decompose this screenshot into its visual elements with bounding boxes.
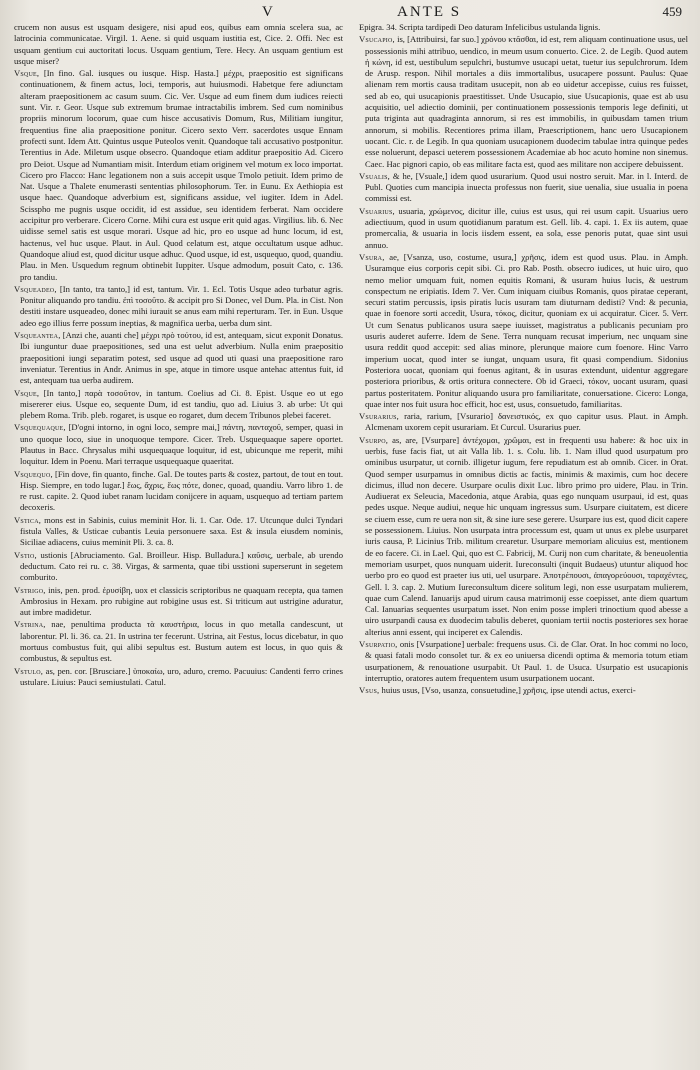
dictionary-entry [14, 469, 343, 514]
dictionary-entry [359, 639, 688, 684]
entry-text: & he, [Vsuale,] idem quod usurarium. Quod usui nostro seruit. Mar. in l. Interd. de Publ. Quoties cum mancipia inuecta professus non fuerit, siue uenalia, siue usualia in poena commissi est. [365, 170, 688, 204]
entry-headword: Vsura, [359, 251, 385, 262]
entry-text: [In tanto,] παρὰ τοσοῦτον, in tantum. Coelius ad Ci. 8. Epist. Usque eo ut ego misererer eius. Usque eo, sequente Dum, id est tandiu, quo ad. Liuius 3. ab urbe: Ut qui plebem Roma. Trib. pleb. rogaret, is usque eo rogaret, dum decem Tribunos plebei faceret. [20, 387, 343, 421]
entry-text: huius usus, [Vso, usanza, consuetudine,] χρῆσις, ipse utendi actus, exerci- [381, 685, 636, 696]
entry-text: [D'ogni intorno, in ogni loco, sempre mai,] πάντη, πανταχοῦ, semper, quasi in uno quoque loco, siue in unoquoque tempore. Cicer. Treb. Usquequaque sapere oportet. Plautus in Bacc. Chrysalus mihi usquequaque loquitur, id est, ubicunque me reperit, mihi loquitur. Idem in Poenu. Mari terraque usquequaque quaeritat. [20, 422, 343, 467]
entry-text: onis [Vsurpatione] uerbale: frequens usus. Ci. de Clar. Orat. In hoc commi no loco, & quasi fatali modo consolet tur. & ex eo uniuersa dicendi optima & memoria totum etiam usurpationem, & renouatione usurpabit. Ut Paul. 1. de Usuca. Usurpatio est usucapionis interruptio, oratores autem frequentem usum usurpationem uocant. [365, 639, 688, 683]
entry-headword: Vsurarius, [359, 411, 400, 422]
dictionary-entry [359, 171, 688, 205]
entry-text: raria, rarium, [Vsurario] δανειστικός, ex quo capitur usus. Plaut. in Amph. Alcmenam uxorem cepit usurariam. Et Curcul. Usurarius puer. [365, 411, 688, 433]
entry-headword: Vsqueantea, [14, 330, 61, 341]
running-title-right: ANTE S [397, 4, 462, 20]
dictionary-entry [359, 34, 688, 170]
dictionary-entry [14, 388, 343, 422]
dictionary-entry [14, 22, 343, 67]
entry-headword: Vsque, [14, 387, 40, 398]
entry-text: [In fino. Gal. iusques ou iusque. Hisp. Hasta.] μέχρι, praepositio est significans continuationem, & finem actus, loci, temporis, aut huiusmodi. Habetque fere adiunctam alteram praepositionem ac casum suum. Cic. Ver. Usque ad eum finem dum iudices reiecti sunt. Vir. r. Geor. Usque sub extremum brumae intractabilis imbrem. Sed cum nominibus propriis minorum locorum, quae cum hisce accusativis Domum, Rus, Militiam iungitur, frequentius fine alia praepositione ponitur. Cicero sexto Verr. sacerdotes usque Ennam profecti sunt. Idem Att. Quintus usque Puteolos venit. Quandoque tali accusativo postponitur. Terentius in Ade. Miletum usque obsecro. Quandoque etiam additur praepositio Ad. Cicero pro Deiot. Usque ad Numantiam misit. Interdum etiam originem vel motum ex loco importat. Cicero pro Flacco: Hanc legationem non a suis accepit usque Tmolo petiuit. Idem primo de Nat. Usque a Thalete enumerasti sententias philosophorum. Ter. in Eunu. Ex Aethiopia est usque haec. Quandoque adverbium est, significans assidue, vel iugiter. Idem in Adel. Scisspho me pugnis usque occidit, id est assidue, seu identidem ferberat. Nam occidere accipitur pro verberare. Cicero Corne. Mihi cura est usque erit quid agas. Virgilius. lib. 6. Nec uidisse semel satis est usque morari. Usque ad hic, pro eo usque ad hunc locum, id est, hactenus, vel huc usque. Plaut. in Aul. Quod celatum est, atque occultatum usque adhuc. Quandoque aliud est, quod dicitur usque adhuc. Quod usque, id est, usquequo, quod, quandiu. Plau. in Men. Usquedum regnum obtinebit Iuppiter. Usque admodum, posuit Cato, c. 136. pro tandiu. [20, 68, 343, 282]
dictionary-entry [359, 411, 688, 434]
text-columns [14, 22, 688, 1064]
entry-headword: Vsque, [14, 68, 40, 79]
dictionary-entry [14, 68, 343, 283]
entry-text: crucem non ausus est usquam desigere, nisi apud eos, quibus eam omnia scelera sua, ac latrocinia communicatae. Virgil. 1. Aene. si quid usquam iustitia est, Cice. 2. Offi. Nec est usquam gentium cui auctoritati locus. Usquam gentium, Tere. Hecy. An usquam gentium est usque miser? [14, 22, 343, 66]
entry-headword: Vsurpatio, [359, 639, 398, 650]
entry-headword: Vsquequaque, [14, 422, 66, 433]
dictionary-entry [359, 252, 688, 410]
dictionary-entry [14, 330, 343, 386]
entry-headword: Vstulo, [14, 665, 44, 676]
entry-headword: Vstio, [14, 549, 37, 560]
dictionary-entry [359, 22, 688, 33]
dictionary-entry [14, 666, 343, 689]
entry-headword: Vsucapio, [359, 34, 395, 45]
entry-text: [In tanto, tra tanto,] id est, tantum. Vir. 1. Ecl. Totis Usque adeo turbatur agris. Ponitur aliquando pro tandiu. ἐπὶ τοσοῦτο. & accipit pro Si Donec, vel Dum. Pla. in Cist. Non destiti instare usqueadeo, donec mihi iurauit se anus eam mihi reperturam. Ter. in Eun. Usque adeo ego illius ferre possum ineptias, & magnifica uerba, uerba dum sint. [20, 283, 343, 328]
entry-headword: Vsualis, [359, 170, 390, 181]
entry-headword: Vstica, [14, 514, 42, 525]
entry-text: usuaria, χρώμενος, dicitur ille, cuius est usus, qui rei usum capit. Usuarius uero adiectiuum, quod in usum quotidianum paratum est. Gell. lib. 4. capi. 1. Ex iis autem, quae promercalia, & usuaria in locis iisdem essent, ea sola, esse penoris putat, quae sint usui annuo. [365, 205, 688, 250]
entry-text: [Anzi che, auanti che] μέχρι πρὸ τούτου, id est, antequam, sicut exponit Donatus. Ibi iunguntur duae praepositiones, sed una est uelut adverbium. Nulla enim praepositio praepositioni iungi separatim potest, sed usque ad quod uti quasi una praepositione raro inveniatur. Terentius in Andr. Animus in spe, atque in timore usque antehac attentus fuit, id est, antequam tua uerba audirem. [20, 330, 343, 386]
entry-text: [Fin dove, fin quanto, finche. Gal. De toutes parts & costez, partout, de tout en tout. Hisp. Siempre, en todo lugar.] ἕως, ἄχρις, ἕως πότε, donec, quoad, quandiu. Varro libro 1. de re rust. capite. 2. Quod iubet ranam lucidam conijcere in aquam, usquequo ad tertiam partem decoxeris. [20, 468, 343, 513]
dictionary-entry [14, 550, 343, 584]
dictionary-entry [14, 585, 343, 619]
entry-text: as, are, [Vsurpare] ἀντέχομαι, χρῶμαι, est in frequenti usu habere: & hoc uix in uerbis, fuse facis fiat, ut ait Valla lib. 1. s. Colu. lib. 1. Nam illud quod usurpatum pro ominibus usurpatur, ut cornib. illigetur iugum, fere repudiatum est ab omnib. Cicer. in Orat. Quod semper usurpamus in omnibus dictis ac factis, minimis & maximis, cum hoc decere dicimus, illud non decere. Usurpare oculis dixit Luc. libro primo pro uidere, Plau. in Trin. Audiuerat ex Seleucia, Macedonia, atque Arabia, quas ego nunquam usurpaui, id est, quas pedes usque. Neque audiui, neque hic unquam ingressus sum. Usurpare ciuitatem, est dicere se ciuem esse, cum re uera non sit, & sine iure sese gerere. Usurpare ius est, quod dicit capere se possessionem. Liuius. Non usurpata intra processum est, quam ut unus ex plebe usurparet iuris causa, P. Licinius Trib. militum crearetur. Usurpare memoriam alicuius est, mentionem de eo facere. Ci. in Lael. Qui, quo est C. Fabricij, M. Curij non cum charitate, & beneuolentia memoriam usurpet, quos nunquam uiderit. Iureconsulti (inquit Budaeus) utuntur aliquod hoc uerbo pro eo quod est praeter ius uti, uel usurpare. Ἀποτρέπουσι, ἀπαγορεύουσι, ταραχέντες, Gell. l. 3. cap. 2. Mutium Iureconsultum dicere solitum legi, non esse usurpatam mulierem, quae cum Calend. Ianuarijs apud uirum causa matrimonij esse coepisset, ante diem quartum Cal. Ianuarias sequentes usurpatum isset. Non enim posse impleri trinoctium quod abesse a uiro usurpandi causa ex duodecim tabulis deberet, quoniam tertii noctis posteriores sex horae alterius anni essent, qui inciperet ex Calendis. [365, 434, 688, 637]
entry-text: ae, [Vsanza, uso, costume, usura,] χρῆσις, idem est quod usus. Plau. in Amph. Usuramque eius corporis cepit sibi. Ci. pro Rab. Posth. obsecro iudices, ut huic uiro, quo nemo melior umquam fuit, nomen equitis Romani, & usuram huius lucis, & uestrum conspectum ne eripiatis. Idem 7. Ver. Cum iniquam ciuibus Romanis, quos piratae ceperant, securi statim percussis, ipsis piratis lucis usuram tam diuturnam dedisti? Vnd: & pecunia, quae in foenore sorti accedit, Usura, τόκος, dicitur, quoniam ex ui acquiratur. Cicer. 5. Verr. Ut cum Senatus publicanos usura saepe iuuisset, magistratus a publicanis pecuniam pro usuris auderet auferre. Idem de Sene. Terra nunquam recusat imperium, nec unquam sine usura reddit quod accepit: sed alias minore, plerunque maiore cum foenore. Hinc Varro imperium uocat, quod inter se iungat, unquam usura, fit quasi compendium. Sidonius Posteriora uocat, quoniam qui foenus agitant, & in usuras extendunt, uidentur aggregare posteriora prioribus, & ortis oritura connectere. Ob id Graeci, τόκον, uocant usuram, quasi partus posteritatem. Ponitur aliquando usura pro familiaritate, conuersatione. Cicero: Longa, quae inter nos fuit usura hoc efficit, hoc est, usus, consuetudo, familiaritas. [365, 251, 688, 409]
entry-text: is, [Attribuirsi, far suo.] χρόνου κτᾶσθαι, id est, rem aliquam continuatione usus, uel possessionis mihi attribuo, uendico, in meum usum conuerto. Cice. 2. de Legib. Quod autem ἠ κώνη, id est, uestibulum sepulchri, bustumve usucapi uetat, tuetur ius sepulchrorum. Idem de Arusp. respon. Nihil mortales a diis immortalibus, usucapere possunt. Paulus: Quae alienam rem mortis causa traditam usucepit, non ab eo uidetur accepisse, cuius res fuisset, sed ab eo, qui usucapionis praestitisset. Unde Usucapio, siue Usucapionis, quae est ab usu acquisitio, uel adiectio dominii, per continuationem possessionis temporis lege definiti, ut puta triginta aut quadraginta annorum, si res est immobilis, in quibusdam tamen trium annorum, si mobilis. Recentiores prima illam, Praescriptionem, hanc uero Usucapionem uocant. Cic. r. de Legib. In qua quoniam usucapionem duodecim tabulae intra quinque pedes esse noluerunt, depasci ueterem possessionem Academiae ab hoc acuto homine non sinemus. Caec. Hac pignori capio, ob eas militare facta est, quod aes militare non accipere debuissent. [365, 34, 688, 169]
right-column [359, 22, 688, 1064]
dictionary-entry [14, 515, 343, 549]
dictionary-entry [359, 685, 688, 696]
entry-headword: Vsqueadeo, [14, 283, 57, 294]
entry-text: inis, pen. prod. ἐρυσίβη, uox et classicis scriptoribus ne quaquam recepta, qua tamen Ambrosius in Hexam. pro rubigine aut robigine usus est. Si triticum aut ustrigine aduratur, aut imbre madidetur. [20, 584, 343, 618]
dictionary-entry [14, 284, 343, 329]
dictionary-entry [359, 206, 688, 251]
entry-headword: Vstrina, [14, 619, 46, 630]
dictionary-entry [14, 422, 343, 467]
left-column [14, 22, 343, 1064]
dictionary-entry [14, 619, 343, 664]
entry-text: nae, penultima producta τὰ καυστήρια, locus in quo metalla candescunt, ut laborentur. Pl. li. 36. ca. 21. In ustrina ter fecerunt. Ustrina, ait Festus, locus dicebatur, in quo mortuus combustus fuit, qui alibi sepultus est. Bustum autem est locus, in quo quis & combustus, & sepultus est. [20, 619, 343, 664]
entry-text: mons est in Sabinis, cuius meminit Hor. li. 1. Car. Ode. 17. Utcunque dulci Tyndari fistula Valles, & Usticae cubantis Leuia personuere saxa. Est & insula eiusdem nominis, Siciliae adiacens, cuius meminit Pli. 3. ca. 8. [20, 514, 343, 548]
running-title-left: V [262, 4, 275, 20]
entry-headword: Vsuarius, [359, 205, 395, 216]
page-number: 459 [662, 4, 682, 19]
entry-headword: Vsus, [359, 685, 380, 696]
entry-text: Epigra. 34. Scripta tardipedi Deo daturam Infelicibus ustulanda lignis. [359, 22, 601, 32]
dictionary-entry [359, 435, 688, 638]
running-header [14, 4, 688, 24]
entry-headword: Vstrigo, [14, 584, 46, 595]
entry-headword: Vsurpo, [359, 434, 389, 445]
entry-headword: Vsquequo, [14, 468, 53, 479]
entry-text: as, pen. cor. [Brusciare.] ὑποκαίω, uro, aduro, cremo. Pacuuius: Candenti ferro crines ustulare. Liuius: Pauci semiustulati. Catul. [20, 665, 343, 687]
entry-text: ustionis [Abruciamento. Gal. Broilleur. Hisp. Bulladura.] καῦσις, uerbale, ab urendo deductum. Cato rei ru. c. 38. Virgas, & sarmenta, quae tibi usstioni superserunt in segetem comburito. [20, 549, 343, 583]
